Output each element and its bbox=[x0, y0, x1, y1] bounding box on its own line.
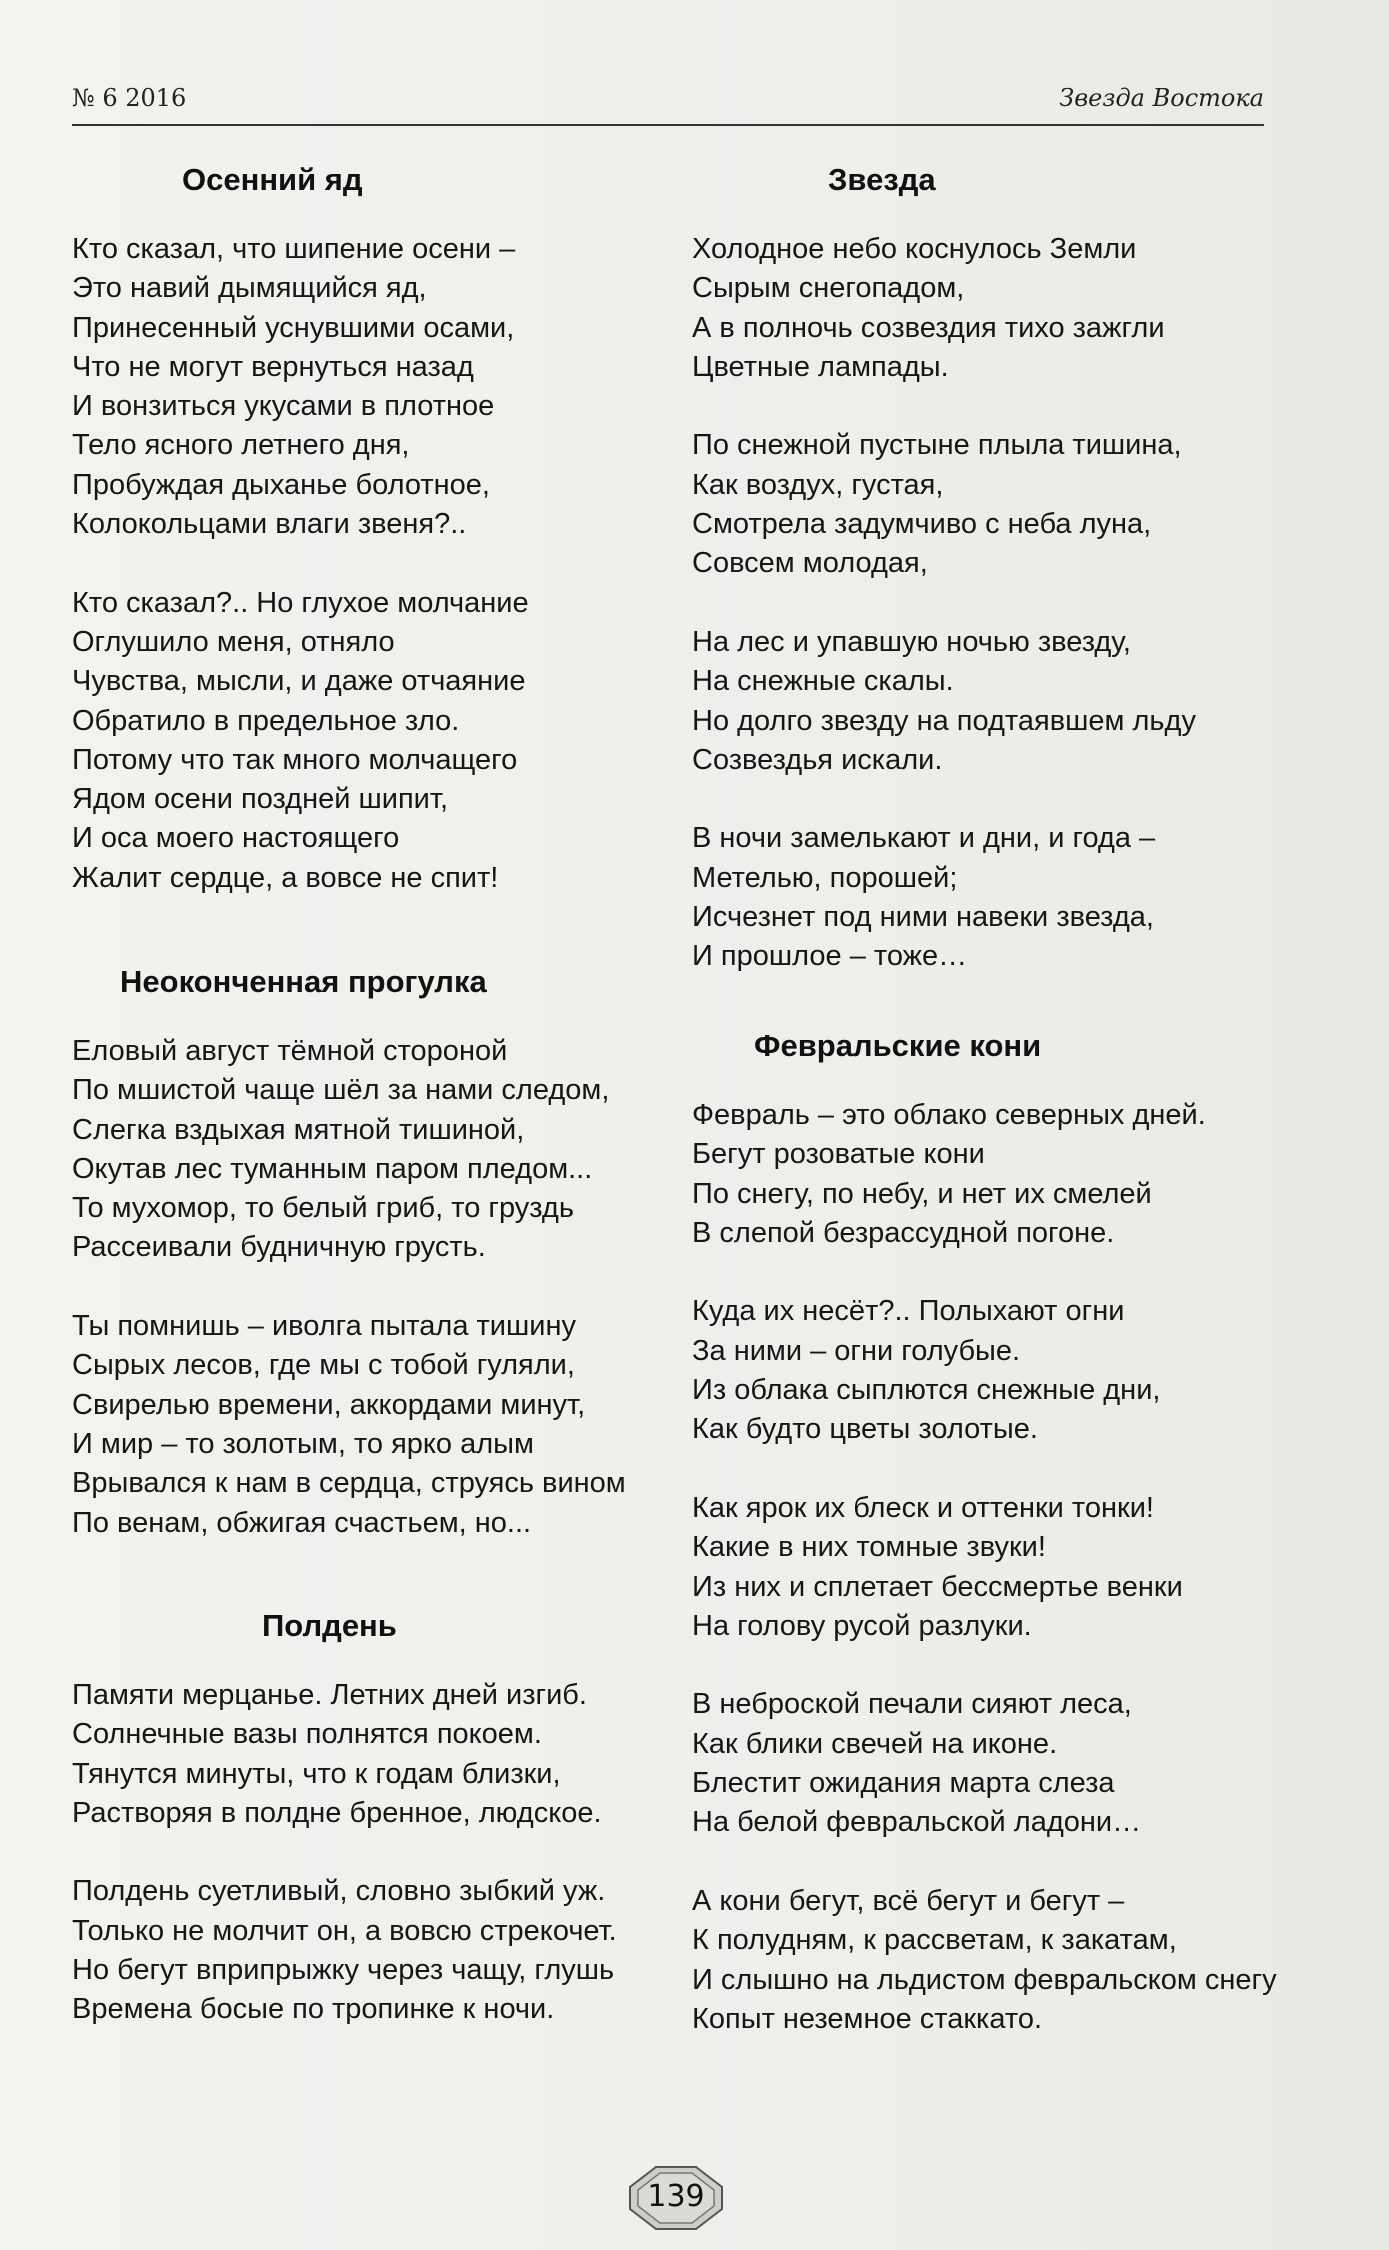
poem-zvezda bbox=[692, 160, 1312, 977]
verse-line: И прошлое – тоже… bbox=[692, 940, 968, 973]
title-spacer bbox=[72, 200, 692, 230]
stanza-spacer bbox=[692, 1646, 1312, 1685]
journal-title: Звезда Востока bbox=[1059, 84, 1264, 112]
verse-line: Времена босые по тропинке к ночи. bbox=[72, 1993, 555, 2026]
verse-line: Но бегут вприпрыжку через чащу, глушь bbox=[72, 1954, 615, 1987]
verse-line: Как воздух, густая, bbox=[692, 468, 944, 501]
poem-neokonchennaya-progulka bbox=[72, 962, 692, 1543]
verse-line: А кони бегут, всё бегут и бегут – bbox=[692, 1884, 1125, 1917]
verse-line: Врывался к нам в сердца, струясь вином bbox=[72, 1467, 626, 1500]
verse-line: Февраль – это облако северных дней. bbox=[692, 1099, 1206, 1131]
verse-line: По мшистой чаще шёл за нами следом, bbox=[72, 1074, 610, 1107]
stanza bbox=[692, 1685, 1312, 1842]
verse-line: Сырых лесов, где мы с тобой гуляли, bbox=[72, 1349, 575, 1382]
verse-line: Принесенный уснувшими осами, bbox=[72, 311, 515, 344]
stanza bbox=[692, 1882, 1312, 2039]
verse-line: Как будто цветы золотые. bbox=[692, 1413, 1038, 1446]
verse-line: Совсем молодая, bbox=[692, 547, 928, 580]
stanza-spacer bbox=[692, 780, 1312, 819]
verse-line: На снежные скалы. bbox=[692, 665, 954, 698]
verse-line: Растворяя в полдне бренное, людское. bbox=[72, 1796, 602, 1829]
verse-line: В неброской печали сияют леса, bbox=[692, 1688, 1132, 1721]
verse-line: По снежной пустыне плыла тишина, bbox=[692, 429, 1182, 462]
verse-line: В ночи замелькают и дни, и года – bbox=[692, 822, 1156, 855]
running-header bbox=[72, 80, 1264, 126]
verse-line: Рассеивали будничную грусть. bbox=[72, 1231, 486, 1264]
stanza bbox=[72, 1872, 692, 2029]
stanza bbox=[72, 584, 692, 898]
verse-line: По венам, обжигая счастьем, но... bbox=[72, 1506, 532, 1539]
verse-line: В слепой безрассудной погоне. bbox=[692, 1216, 1115, 1249]
stanza bbox=[692, 819, 1312, 976]
verse-line: Какие в них томные звуки! bbox=[692, 1531, 1046, 1564]
verse-line: И слышно на льдистом февральском снегу bbox=[692, 1963, 1277, 1996]
poem-fevralskie-koni bbox=[692, 1026, 1312, 2039]
verse-line: На белой февральской ладони… bbox=[692, 1806, 1142, 1839]
page-number-badge bbox=[628, 2165, 724, 2231]
verse-line: Холодное небо коснулось Земли bbox=[692, 233, 1137, 265]
verse-line: Метелью, порошей; bbox=[692, 861, 958, 894]
poem-title: Неоконченная прогулка bbox=[120, 964, 487, 999]
stanza bbox=[692, 1292, 1312, 1449]
stanza-spacer bbox=[72, 544, 692, 583]
stanza bbox=[72, 1676, 692, 1833]
poem-polden bbox=[72, 1606, 692, 2030]
verse-line: Обратило в предельное зло. bbox=[72, 704, 460, 737]
stanza bbox=[692, 1489, 1312, 1646]
verse-line: Пробуждая дыханье болотное, bbox=[72, 468, 490, 501]
verse-line: Созвездья искали. bbox=[692, 743, 943, 776]
verse-line: Полдень суетливый, словно зыбкий уж. bbox=[72, 1875, 606, 1908]
verse-line: Свирелью времени, аккордами минут, bbox=[72, 1388, 586, 1421]
verse-line: И мир – то золотым, то ярко алым bbox=[72, 1427, 534, 1460]
verse-line: Потому что так много молчащего bbox=[72, 743, 518, 776]
stanza bbox=[692, 230, 1312, 387]
verse-line: К полудням, к рассветам, к закатам, bbox=[692, 1924, 1177, 1957]
verse-line: Тело ясного летнего дня, bbox=[72, 429, 410, 462]
verse-line: Окутав лес туманным паром пледом... bbox=[72, 1152, 593, 1185]
stanza bbox=[692, 623, 1312, 780]
stanza bbox=[692, 1096, 1312, 1253]
verse-line: На лес и упавшую ночью звезду, bbox=[692, 625, 1131, 658]
verse-line: И оса моего настоящего bbox=[72, 822, 400, 855]
title-spacer bbox=[72, 1002, 692, 1032]
title-spacer bbox=[692, 1066, 1312, 1096]
verse-line: Ядом осени поздней шипит, bbox=[72, 783, 448, 816]
page-number: 139 bbox=[647, 2179, 705, 2214]
title-spacer bbox=[692, 200, 1312, 230]
stanza bbox=[72, 1307, 692, 1543]
stanza-spacer bbox=[692, 387, 1312, 426]
poem-title: Звезда bbox=[828, 162, 936, 197]
verse-line: Что не могут вернуться назад bbox=[72, 350, 474, 383]
issue-number: № 6 2016 bbox=[72, 84, 187, 112]
stanza-spacer bbox=[692, 1253, 1312, 1292]
verse-line: На голову русой разлуки. bbox=[692, 1609, 1032, 1642]
verse-line: Смотрела задумчиво с неба луна, bbox=[692, 508, 1152, 541]
stanza-spacer bbox=[692, 1450, 1312, 1489]
verse-line: Исчезнет под ними навеки звезда, bbox=[692, 901, 1154, 934]
verse-line: Чувства, мысли, и даже отчаяние bbox=[72, 665, 526, 698]
verse-line: Копыт неземное стаккато. bbox=[692, 2002, 1043, 2035]
verse-line: Кто сказал?.. Но глухое молчание bbox=[72, 586, 529, 619]
stanza-spacer bbox=[72, 1268, 692, 1307]
verse-line: По снегу, по небу, и нет их смелей bbox=[692, 1177, 1152, 1210]
stanza bbox=[72, 230, 692, 544]
verse-line: То мухомор, то белый гриб, то груздь bbox=[72, 1192, 574, 1225]
verse-line: Кто сказал, что шипение осени – bbox=[72, 233, 516, 265]
verse-line: И вонзиться укусами в плотное bbox=[72, 390, 495, 423]
verse-line: Оглушило меня, отняло bbox=[72, 625, 395, 658]
verse-line: Жалит сердце, а вовсе не спит! bbox=[72, 861, 499, 894]
verse-line: Из облака сыплются снежные дни, bbox=[692, 1374, 1161, 1407]
stanza bbox=[692, 426, 1312, 583]
poem-osenniy-yad bbox=[72, 160, 692, 898]
verse-line: За ними – огни голубые. bbox=[692, 1334, 1021, 1367]
verse-line: А в полночь созвездия тихо зажгли bbox=[692, 311, 1165, 344]
stanza-spacer bbox=[692, 1843, 1312, 1882]
verse-line: Как блики свечей на иконе. bbox=[692, 1727, 1058, 1760]
verse-line: Ты помнишь – иволга пытала тишину bbox=[72, 1310, 576, 1343]
poem-title: Полдень bbox=[262, 1608, 397, 1643]
verse-line: Слегка вздыхая мятной тишиной, bbox=[72, 1113, 525, 1146]
stanza bbox=[72, 1032, 692, 1268]
verse-line: Цветные лампады. bbox=[692, 350, 949, 383]
poem-title: Осенний яд bbox=[182, 162, 363, 197]
verse-line: Куда их несёт?.. Полыхают огни bbox=[692, 1295, 1125, 1328]
poem-title: Февральские кони bbox=[754, 1028, 1042, 1063]
stanza-spacer bbox=[692, 584, 1312, 623]
verse-line: Только не молчит он, а вовсю стрекочет. bbox=[72, 1914, 617, 1947]
verse-line: Бегут розоватые кони bbox=[692, 1138, 985, 1171]
verse-line: Но долго звезду на подтаявшем льду bbox=[692, 704, 1196, 737]
verse-line: Солнечные вазы полнятся покоем. bbox=[72, 1718, 542, 1751]
verse-line: Еловый август тёмной стороной bbox=[72, 1035, 508, 1067]
verse-line: Как ярок их блеск и оттенки тонки! bbox=[692, 1491, 1154, 1524]
verse-line: Сырым снегопадом, bbox=[692, 272, 965, 305]
verse-line: Это навий дымящийся яд, bbox=[72, 272, 427, 305]
verse-line: Памяти мерцанье. Летних дней изгиб. bbox=[72, 1679, 587, 1711]
verse-line: Колокольцами влаги звеня?.. bbox=[72, 508, 467, 541]
verse-line: Из них и сплетает бессмертье венки bbox=[692, 1570, 1183, 1603]
stanza-spacer bbox=[72, 1833, 692, 1872]
verse-line: Тянутся минуты, что к годам близки, bbox=[72, 1757, 561, 1790]
title-spacer bbox=[72, 1646, 692, 1676]
verse-line: Блестит ожидания марта слеза bbox=[692, 1767, 1115, 1800]
